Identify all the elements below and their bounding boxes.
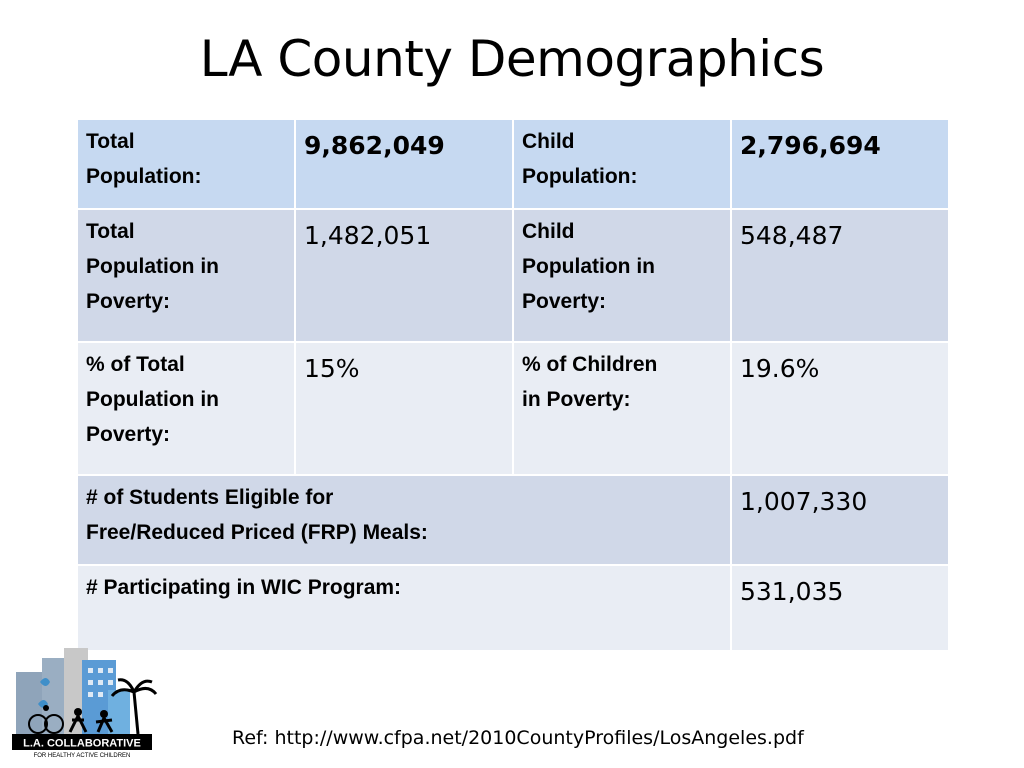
la-collaborative-logo (8, 630, 158, 760)
table-row-poverty-percent (77, 342, 949, 475)
table-row-wic (77, 565, 949, 651)
slide-title: LA County Demographics (199, 30, 825, 88)
total-population-label: Total Population: (77, 119, 295, 209)
child-population-value: 2,796,694 (731, 119, 949, 209)
logo-name: L.A. COLLABORATIVE (23, 737, 141, 750)
table-row-frp-meals (77, 475, 949, 565)
total-population-value: 9,862,049 (295, 119, 513, 209)
total-poverty-percent-value: 15% (295, 342, 513, 475)
child-poverty-label: Child Population in Poverty: (513, 209, 731, 342)
wic-label: # Participating in WIC Program: (77, 565, 731, 651)
logo-tagline: FOR HEALTHY ACTIVE CHILDREN (33, 753, 131, 759)
total-poverty-percent-label: % of Total Population in Poverty: (77, 342, 295, 475)
child-population-label: Child Population: (513, 119, 731, 209)
table-row-poverty-count (77, 209, 949, 342)
total-poverty-value: 1,482,051 (295, 209, 513, 342)
reference-text: Ref: http://www.cfpa.net/2010CountyProfiles/LosAngeles.pdf (232, 727, 804, 749)
total-poverty-label: Total Population in Poverty: (77, 209, 295, 342)
children-poverty-percent-value: 19.6% (731, 342, 949, 475)
wic-value: 531,035 (731, 565, 949, 651)
children-poverty-percent-label: % of Children in Poverty: (513, 342, 731, 475)
demographics-table (76, 118, 950, 652)
child-poverty-value: 548,487 (731, 209, 949, 342)
table-row-total-population (77, 119, 949, 209)
frp-meals-label: # of Students Eligible for Free/Reduced Priced (FRP) Meals: (77, 475, 731, 565)
frp-meals-value: 1,007,330 (731, 475, 949, 565)
